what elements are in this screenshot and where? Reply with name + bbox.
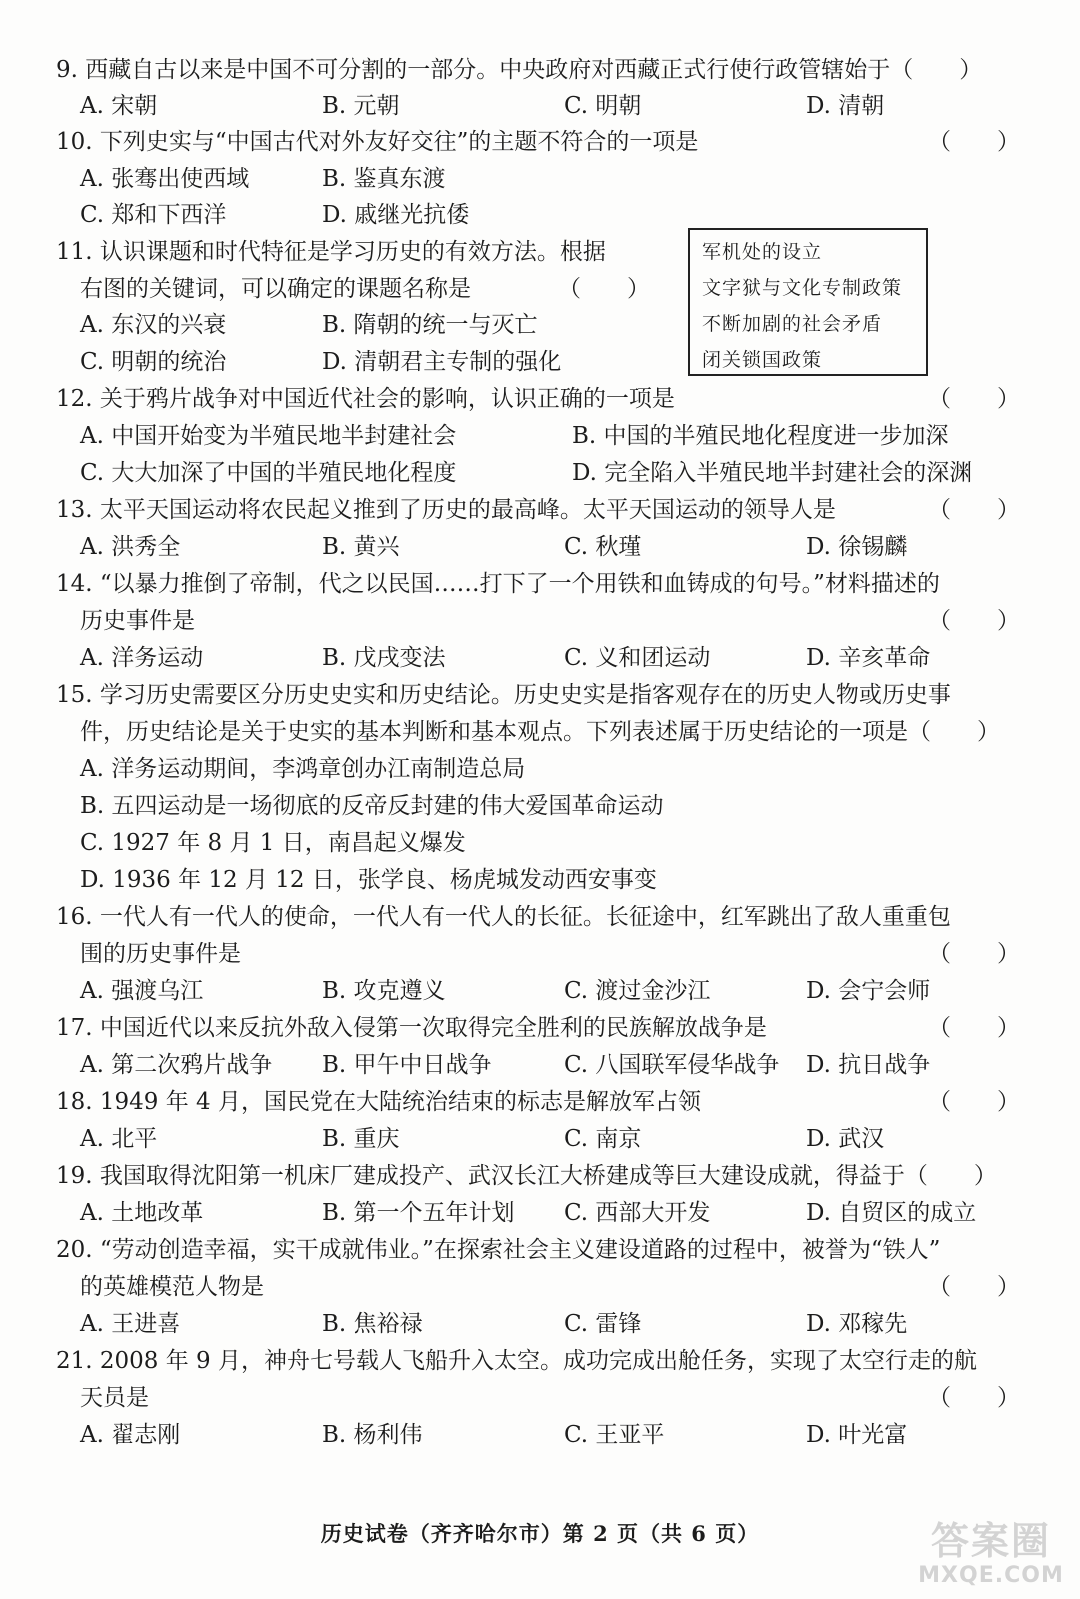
q15-option-d: D. 1936 年 12 月 12 日，张学良、杨虎城发动西安事变 xyxy=(80,867,657,893)
q21-option-c: C. 王亚平 xyxy=(564,1422,665,1448)
q16-answer-blank: （ ） xyxy=(928,941,1020,967)
q18-option-c: C. 南京 xyxy=(564,1126,642,1152)
question-19-stem: 19. 我国取得沈阳第一机床厂建成投产、武汉长江大桥建成等巨大建设成就，得益于（ ） xyxy=(56,1163,997,1189)
question-17-stem: 17. 中国近代以来反抗外敌入侵第一次取得完全胜利的民族解放战争是 xyxy=(56,1015,767,1041)
q12-answer-blank: （ ） xyxy=(928,386,1020,412)
watermark-bottom-text: MXQE.COM xyxy=(918,1563,1064,1588)
question-20-stem-line1: 20. “劳动创造幸福，实干成就伟业。”在探索社会主义建设道路的过程中，被誉为“铁人” xyxy=(56,1237,941,1263)
question-16-stem-line2: 围的历史事件是 xyxy=(80,941,241,967)
q10-option-d: D. 戚继光抗倭 xyxy=(322,202,470,228)
keyword-4: 闭关锁国政策 xyxy=(702,349,823,371)
q13-option-c: C. 秋瑾 xyxy=(564,534,642,560)
q20-option-a: A. 王进喜 xyxy=(80,1311,181,1337)
q21-answer-blank: （ ） xyxy=(928,1385,1020,1411)
q17-option-b: B. 甲午中日战争 xyxy=(322,1052,492,1078)
q16-option-d: D. 会宁会师 xyxy=(806,978,931,1004)
q18-answer-blank: （ ） xyxy=(928,1089,1020,1115)
q18-option-d: D. 武汉 xyxy=(806,1126,885,1152)
keyword-2: 文字狱与文化专制政策 xyxy=(702,277,903,299)
q17-option-d: D. 抗日战争 xyxy=(806,1052,931,1078)
q13-option-a: A. 洪秀全 xyxy=(80,534,181,560)
question-16-stem-line1: 16. 一代人有一代人的使命，一代人有一代人的长征。长征途中，红军跳出了敌人重重包 xyxy=(56,904,951,930)
q9-option-c: C. 明朝 xyxy=(564,93,642,119)
q9-option-d: D. 清朝 xyxy=(806,93,885,119)
q21-option-d: D. 叶光富 xyxy=(806,1422,908,1448)
question-20-stem-line2: 的英雄模范人物是 xyxy=(80,1274,264,1300)
question-13-stem: 13. 太平天国运动将农民起义推到了历史的最高峰。太平天国运动的领导人是 xyxy=(56,497,836,523)
question-18-stem: 18. 1949 年 4 月，国民党在大陆统治结束的标志是解放军占领 xyxy=(56,1089,701,1115)
q21-option-b: B. 杨利伟 xyxy=(322,1422,423,1448)
q10-answer-blank: （ ） xyxy=(928,129,1020,155)
keyword-box xyxy=(688,228,928,376)
q9-option-a: A. 宋朝 xyxy=(80,93,158,119)
q13-answer-blank: （ ） xyxy=(928,497,1020,523)
question-10-stem: 10. 下列史实与“中国古代对外友好交往”的主题不符合的一项是 xyxy=(56,129,699,155)
q18-option-a: A. 北平 xyxy=(80,1126,158,1152)
q11-option-d: D. 清朝君主专制的强化 xyxy=(322,349,562,375)
q19-option-b: B. 第一个五年计划 xyxy=(322,1200,515,1226)
q16-option-c: C. 渡过金沙江 xyxy=(564,978,711,1004)
q14-option-a: A. 洋务运动 xyxy=(80,645,204,671)
q10-option-c: C. 郑和下西洋 xyxy=(80,202,227,228)
q15-option-b: B. 五四运动是一场彻底的反帝反封建的伟大爱国革命运动 xyxy=(80,793,664,819)
question-9-stem: 9. 西藏自古以来是中国不可分割的一部分。中央政府对西藏正式行使行政管辖始于（ ） xyxy=(56,57,983,83)
q12-option-c: C. 大大加深了中国的半殖民地化程度 xyxy=(80,460,457,486)
q12-option-d: D. 完全陷入半殖民地半封建社会的深渊 xyxy=(572,460,973,486)
q14-option-b: B. 戊戌变法 xyxy=(322,645,446,671)
q11-option-b: B. 隋朝的统一与灭亡 xyxy=(322,312,538,338)
q16-option-b: B. 攻克遵义 xyxy=(322,978,446,1004)
q19-option-c: C. 西部大开发 xyxy=(564,1200,711,1226)
question-21-stem-line2: 天员是 xyxy=(80,1385,149,1411)
question-14-stem-line1: 14. “以暴力推倒了帝制，代之以民国……打下了一个用铁和血铸成的句号。”材料描述的 xyxy=(56,571,940,597)
q20-option-b: B. 焦裕禄 xyxy=(322,1311,423,1337)
keyword-1: 军机处的设立 xyxy=(702,241,823,263)
q21-option-a: A. 翟志刚 xyxy=(80,1422,181,1448)
q17-option-c: C. 八国联军侵华战争 xyxy=(564,1052,780,1078)
q13-option-d: D. 徐锡麟 xyxy=(806,534,908,560)
q12-option-a: A. 中国开始变为半殖民地半封建社会 xyxy=(80,423,457,449)
question-11-stem-line2: 右图的关键词，可以确定的课题名称是 xyxy=(80,276,471,302)
question-15-stem-line2: 件，历史结论是关于史实的基本判断和基本观点。下列表述属于历史结论的一项是（ ） xyxy=(80,719,1000,745)
q20-answer-blank: （ ） xyxy=(928,1274,1020,1300)
q10-option-b: B. 鉴真东渡 xyxy=(322,166,446,192)
page-footer: 历史试卷（齐齐哈尔市）第 2 页（共 6 页） xyxy=(320,1521,760,1546)
q19-option-d: D. 自贸区的成立 xyxy=(806,1200,977,1226)
q11-answer-blank: （ ） xyxy=(558,276,650,302)
question-12-stem: 12. 关于鸦片战争对中国近代社会的影响，认识正确的一项是 xyxy=(56,386,675,412)
q14-option-d: D. 辛亥革命 xyxy=(806,645,931,671)
q10-option-a: A. 张骞出使西域 xyxy=(80,166,250,192)
q19-option-a: A. 土地改革 xyxy=(80,1200,204,1226)
watermark-logo xyxy=(916,1519,1066,1593)
watermark-top-text: 答案圈 xyxy=(930,1519,1051,1563)
question-11-stem-line1: 11. 认识课题和时代特征是学习历史的有效方法。根据 xyxy=(56,239,606,265)
question-14-stem-line2: 历史事件是 xyxy=(80,608,195,634)
q20-option-d: D. 邓稼先 xyxy=(806,1311,908,1337)
q15-option-a: A. 洋务运动期间，李鸿章创办江南制造总局 xyxy=(80,756,526,782)
q15-option-c: C. 1927 年 8 月 1 日，南昌起义爆发 xyxy=(80,830,466,856)
q17-answer-blank: （ ） xyxy=(928,1015,1020,1041)
q13-option-b: B. 黄兴 xyxy=(322,534,400,560)
q11-option-a: A. 东汉的兴衰 xyxy=(80,312,227,338)
q9-option-b: B. 元朝 xyxy=(322,93,400,119)
q18-option-b: B. 重庆 xyxy=(322,1126,400,1152)
q14-option-c: C. 义和团运动 xyxy=(564,645,711,671)
q16-option-a: A. 强渡乌江 xyxy=(80,978,204,1004)
question-21-stem-line1: 21. 2008 年 9 月，神舟七号载人飞船升入太空。成功完成出舱任务，实现了太空行走的航 xyxy=(56,1348,977,1374)
q14-answer-blank: （ ） xyxy=(928,608,1020,634)
q20-option-c: C. 雷锋 xyxy=(564,1311,642,1337)
q11-option-c: C. 明朝的统治 xyxy=(80,349,227,375)
question-15-stem-line1: 15. 学习历史需要区分历史史实和历史结论。历史史实是指客观存在的历史人物或历史事 xyxy=(56,682,951,708)
q12-option-b: B. 中国的半殖民地化程度进一步加深 xyxy=(572,423,949,449)
q17-option-a: A. 第二次鸦片战争 xyxy=(80,1052,273,1078)
keyword-3: 不断加剧的社会矛盾 xyxy=(702,313,883,335)
